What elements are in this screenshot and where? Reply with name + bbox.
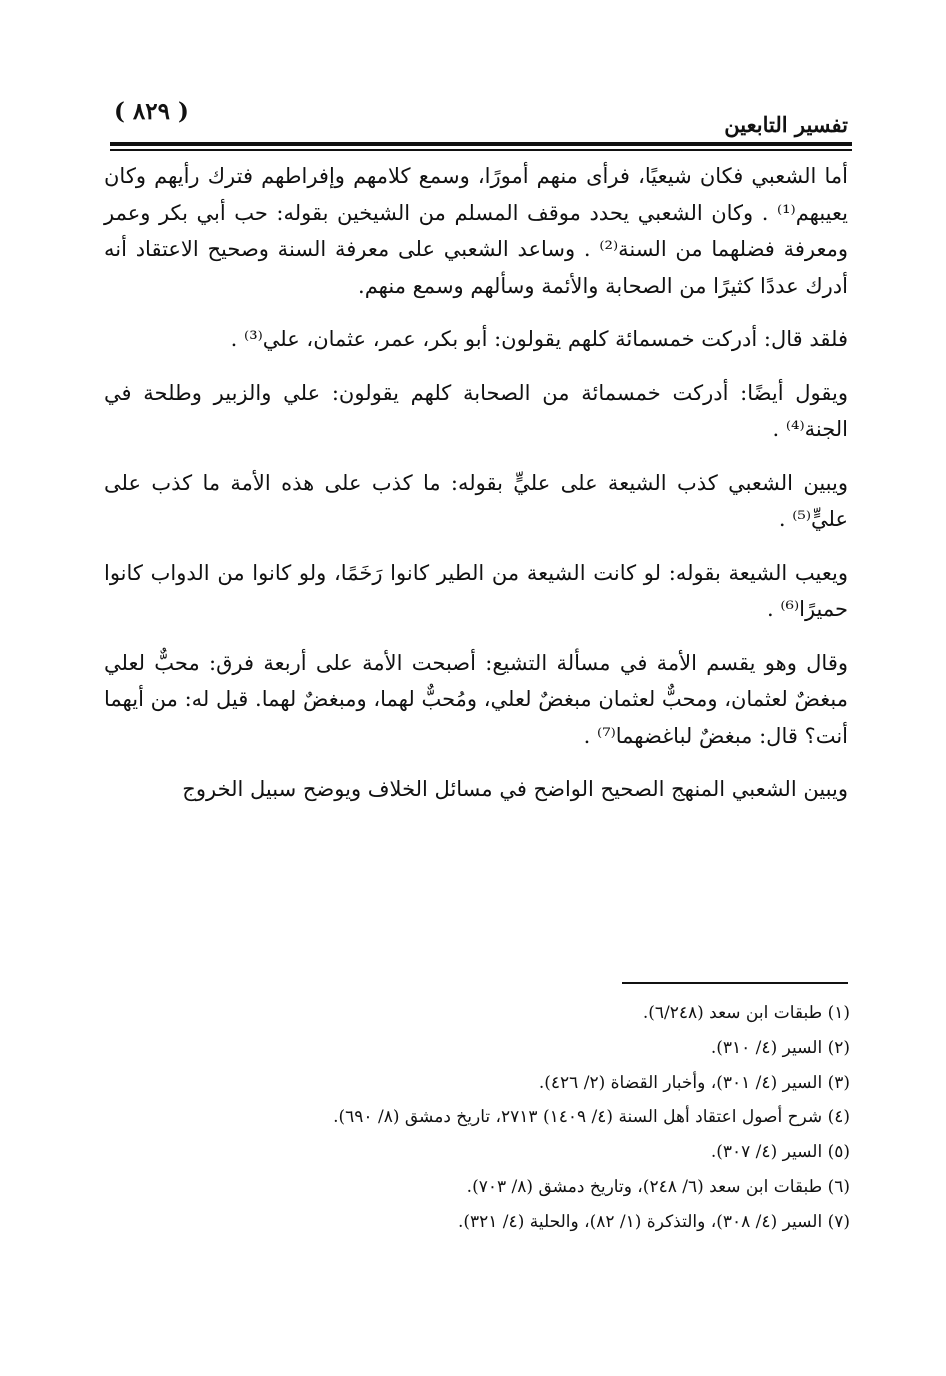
paragraph: ويعيب الشيعة بقوله: لو كانت الشيعة من الطير كانوا رَخَمًا، ولو كانوا من الدواب كانوا حميرًا⁽⁶⁾ .	[104, 560, 848, 621]
paragraph: فلقد قال: أدركت خمسمائة كلهم يقولون: أبو بكر، عمر، عثمان، علي⁽³⁾ .	[230, 327, 848, 351]
footnote-separator	[622, 982, 848, 984]
footnote: (٥) السير (٤/ ٣٠٧).	[710, 1142, 850, 1163]
footnote: (٦) طبقات ابن سعد (٦/ ٢٤٨)، وتاريخ دمشق (٨/ ٧٠٣).	[466, 1176, 850, 1197]
paragraph: ويبين الشعبي كذب الشيعة على عليٍّ بقوله: ما كذب على هذه الأمة ما كذب على عليٍّ⁽⁵⁾ .	[104, 470, 848, 531]
footnotes	[150, 996, 850, 1240]
page-number: ( ٨٢٩ )	[114, 98, 189, 125]
header-rule-thick	[110, 142, 852, 146]
footnote: (٢) السير (٤/ ٣١٠).	[710, 1037, 850, 1058]
paragraph: وقال وهو يقسم الأمة في مسألة التشيع: أصبحت الأمة على أربعة فرق: محبٌّ لعلي مبغضٌ لعثمان، ومحبٌّ لعثمان مبغضٌ لعلي، ومُحبٌّ لهما، ومبغضٌ لهما. قيل له: من أيهما أنت؟ قال: مبغضٌ لباغضهما⁽⁷⁾ .	[104, 650, 848, 748]
footnote: (٣) السير (٤/ ٣٠١)، وأخبار القضاة (٢/ ٤٢٦).	[538, 1072, 850, 1093]
footnote: (٤) شرح أصول اعتقاد أهل السنة (٤/ ١٤٠٩) ٢٧١٣، تاريخ دمشق (٨/ ٦٩٠).	[333, 1107, 850, 1128]
paragraph: ويقول أيضًا: أدركت خمسمائة من الصحابة كلهم يقولون: علي والزبير وطلحة في الجنة⁽⁴⁾ .	[104, 380, 848, 441]
footnote: (١) طبقات ابن سعد (٦/٢٤٨).	[642, 1003, 850, 1023]
paragraph: أما الشعبي فكان شيعيًا، فرأى منهم أمورًا، وسمع كلامهم وإفراطهم فترك رأيهم وكان يعيبهم⁽¹⁾ . وكان الشعبي يحدد موقف المسلم من الشيخين بقوله: حب أبي بكر وعمر ومعرفة فضلهما من السنة⁽²⁾ . وساعد الشعبي على معرفة السنة وصحيح الاعتقاد أنه أدرك عددًا كثيرًا من الصحابة والأئمة وسألهم وسمع منهم.	[104, 164, 848, 298]
body-text	[104, 158, 848, 825]
running-title: تفسير التابعين	[724, 112, 848, 137]
header-rule-thin	[110, 149, 852, 151]
paragraph: ويبين الشعبي المنهج الصحيح الواضح في مسائل الخلاف ويوضح سبيل الخروج	[182, 777, 848, 801]
footnote: (٧) السير (٤/ ٣٠٨)، والتذكرة (١/ ٨٢)، والحلية (٤/ ٣٢١).	[457, 1211, 850, 1232]
